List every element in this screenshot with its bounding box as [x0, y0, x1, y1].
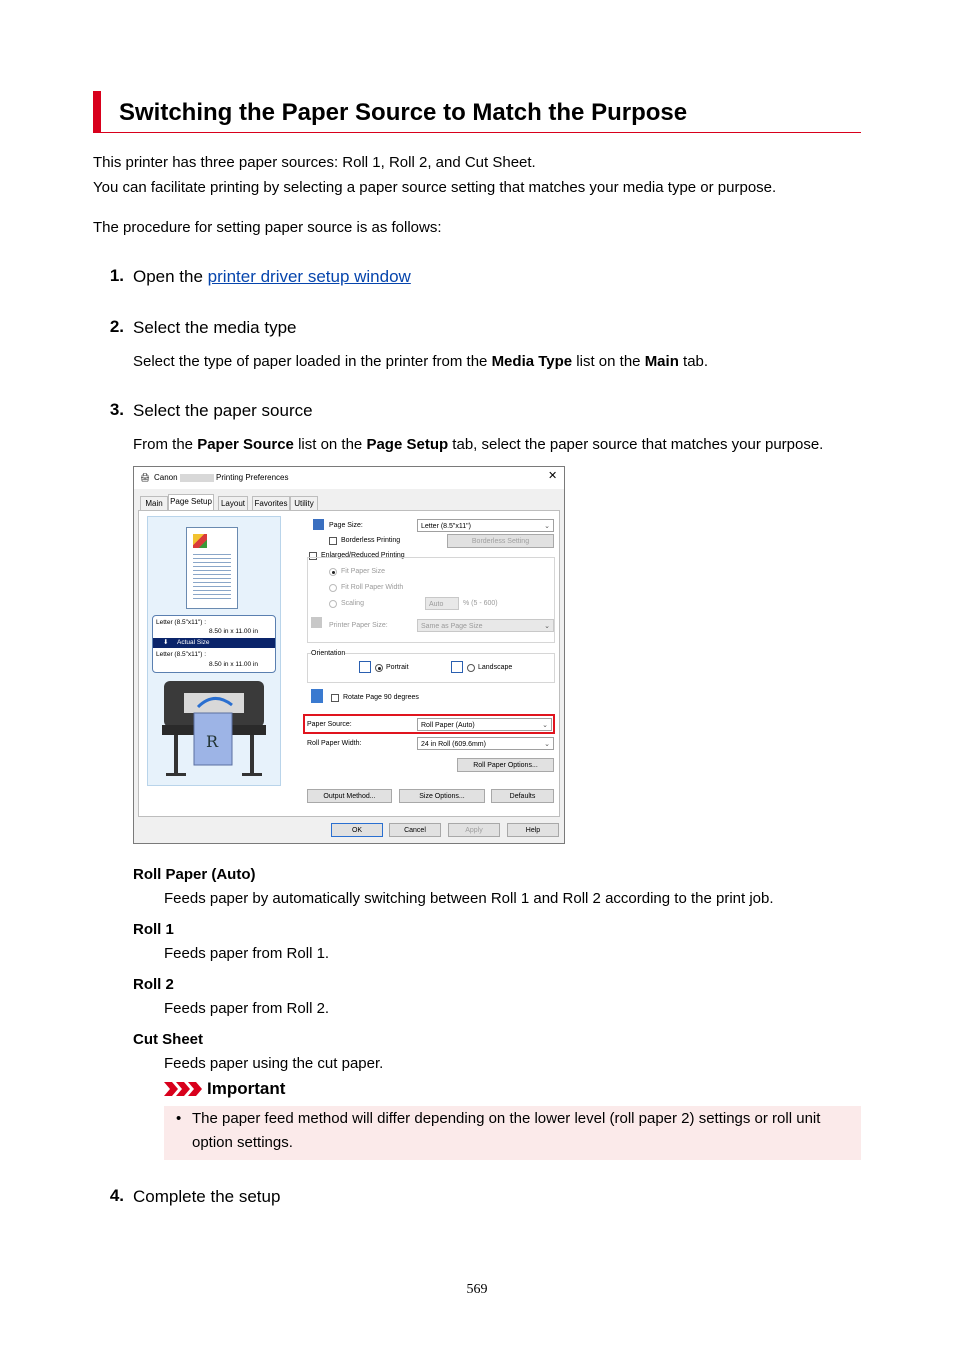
step-3-detail: [133, 435, 823, 455]
option-desc-cut-sheet: Feeds paper using the cut paper.: [164, 1055, 384, 1072]
chevron-down-icon: ⌄: [542, 722, 548, 729]
option-term-cut-sheet: Cut Sheet: [133, 1031, 204, 1048]
step-3-number: 3.: [109, 400, 124, 419]
fit-roll-radio[interactable]: [329, 584, 337, 592]
printer-icon: 🖨: [140, 473, 151, 482]
tab-layout[interactable]: Layout: [218, 496, 248, 510]
step-2-detail-d: tab.: [678, 353, 709, 370]
enlarged-label: Enlarged/Reduced Printing: [321, 552, 405, 559]
printer-paper-value: Same as Page Size: [421, 623, 483, 630]
down-arrow-icon: ⬇: [163, 639, 169, 646]
roll-width-label: Roll Paper Width:: [307, 740, 362, 747]
info-line-4: 8.50 in x 11.00 in: [209, 661, 259, 668]
page-number: 569: [466, 1282, 488, 1297]
fit-paper-radio[interactable]: [329, 568, 337, 576]
step-2-detail-c: list on the: [572, 353, 645, 370]
info-line-2: 8.50 in x 11.00 in: [209, 628, 259, 635]
step-3-detail-d: tab, select the paper source that matches your purpose.: [448, 436, 824, 453]
step-3-detail-paper-source: Paper Source: [197, 436, 294, 453]
option-term-roll-2: Roll 2: [133, 976, 174, 993]
tab-main[interactable]: Main: [140, 496, 168, 510]
landscape-radio[interactable]: [467, 664, 475, 672]
scaling-range: % (5 - 600): [463, 600, 498, 607]
scaling-label: Scaling: [341, 600, 364, 607]
tab-page-setup[interactable]: Page Setup: [168, 494, 214, 511]
step-3-detail-page-setup: Page Setup: [366, 436, 449, 453]
paper-source-value: Roll Paper (Auto): [421, 722, 475, 729]
option-term-roll-auto: Roll Paper (Auto): [133, 866, 256, 883]
apply-button[interactable]: Apply: [448, 823, 500, 837]
orientation-label: Orientation: [311, 650, 346, 657]
step-2-number: 2.: [109, 317, 124, 336]
printer-paper-icon: [311, 617, 322, 628]
dialog-title-left: Canon: [154, 473, 178, 482]
chevron-down-icon: ⌄: [544, 523, 550, 530]
step-1-number: 1.: [109, 266, 124, 285]
printer-driver-setup-link[interactable]: printer driver setup window: [207, 267, 411, 286]
help-button[interactable]: Help: [507, 823, 559, 837]
intro-line-2: You can facilitate printing by selecting a paper source setting that matches your media type or purpose.: [93, 179, 777, 196]
roll-width-value: 24 in Roll (609.6mm): [421, 741, 486, 748]
printing-preferences-dialog: [133, 466, 565, 844]
defaults-button[interactable]: Defaults: [491, 789, 554, 803]
paper-source-select[interactable]: [417, 718, 552, 731]
size-options-button[interactable]: Size Options...: [399, 789, 485, 803]
fit-paper-label: Fit Paper Size: [341, 568, 385, 575]
landscape-icon: [451, 661, 463, 673]
page-setup-panel: [138, 510, 560, 817]
step-3-text: Select the paper source: [133, 401, 313, 420]
step-3-detail-c: list on the: [293, 436, 367, 453]
option-desc-roll-1: Feeds paper from Roll 1.: [164, 945, 330, 962]
option-desc-roll-auto: Feeds paper by automatically switching between Roll 1 and Roll 2 according to the print job.: [164, 890, 774, 907]
info-line-1: Letter (8.5"x11") :: [156, 619, 207, 626]
preview-pane: [147, 516, 281, 786]
chevron-down-icon: ⌄: [544, 741, 550, 748]
chevron-down-icon: ⌄: [544, 623, 550, 630]
option-desc-roll-2: Feeds paper from Roll 2.: [164, 1000, 330, 1017]
redacted-model-name: [180, 474, 214, 482]
important-bullet: •: [176, 1110, 182, 1127]
dialog-titlebar: [134, 467, 564, 489]
landscape-label: Landscape: [478, 664, 513, 671]
portrait-label: Portrait: [386, 664, 409, 671]
scaling-radio[interactable]: [329, 600, 337, 608]
tab-favorites[interactable]: Favorites: [252, 496, 290, 510]
borderless-label: Borderless Printing: [341, 537, 401, 544]
printer-illustration: [154, 677, 276, 783]
step-2-detail-media-type: Media Type: [491, 353, 573, 370]
portrait-icon: [359, 661, 371, 673]
page-preview: [186, 527, 238, 609]
step-1-text: [133, 266, 411, 288]
important-text-line-2: option settings.: [192, 1134, 293, 1151]
step-4-number: 4.: [109, 1186, 124, 1205]
rotate-label: Rotate Page 90 degrees: [343, 694, 419, 701]
step-3-detail-a: From the: [133, 436, 198, 453]
paper-size-info: [152, 615, 276, 673]
step-2-detail-a: Select the type of paper loaded in the printer from the: [133, 353, 492, 370]
svg-text:R: R: [206, 732, 219, 751]
cancel-button[interactable]: Cancel: [389, 823, 441, 837]
page-size-icon: [313, 519, 324, 530]
preview-text-lines: [193, 554, 231, 602]
rotate-checkbox[interactable]: [331, 694, 339, 702]
intro-line-1: This printer has three paper sources: Roll 1, Roll 2, and Cut Sheet.: [93, 154, 536, 171]
actual-size-bar: [153, 638, 275, 648]
page-title: Switching the Paper Source to Match the Purpose: [119, 99, 688, 126]
printer-paper-label: Printer Paper Size:: [329, 622, 388, 629]
ok-button[interactable]: OK: [331, 823, 383, 837]
roll-paper-options-button[interactable]: Roll Paper Options...: [457, 758, 554, 772]
step-1-label: Open the: [133, 267, 208, 286]
output-method-button[interactable]: Output Method...: [307, 789, 392, 803]
portrait-radio[interactable]: [375, 664, 383, 672]
actual-size-label: Actual Size: [177, 639, 210, 646]
close-icon[interactable]: ✕: [548, 470, 558, 482]
tab-utility[interactable]: Utility: [290, 496, 318, 510]
rotate-icon: [311, 689, 323, 703]
paper-source-label: Paper Source:: [307, 721, 352, 728]
intro-line-3: The procedure for setting paper source is as follows:: [93, 219, 442, 236]
scaling-input[interactable]: Auto: [425, 597, 459, 610]
dialog-title-right: Printing Preferences: [216, 473, 289, 482]
page-size-select[interactable]: [417, 519, 554, 532]
page-size-value: Letter (8.5"x11"): [421, 523, 471, 530]
step-2-detail: [133, 352, 708, 372]
important-text-line-1: The paper feed method will differ depending on the lower level (roll paper 2) settings or roll unit: [192, 1110, 821, 1127]
heading-accent-bar: [93, 91, 101, 133]
option-term-roll-1: Roll 1: [133, 921, 174, 938]
info-line-3: Letter (8.5"x11") :: [156, 651, 207, 658]
step-2-detail-main: Main: [644, 353, 679, 370]
step-2-text: Select the media type: [133, 318, 297, 337]
roll-width-select[interactable]: [417, 737, 554, 750]
printer-paper-select[interactable]: [417, 619, 554, 632]
heading-underline: [93, 132, 861, 133]
borderless-setting-button[interactable]: Borderless Setting: [447, 534, 554, 548]
page-size-label: Page Size:: [329, 522, 363, 529]
important-chevrons-icon: [164, 1080, 204, 1098]
important-label: Important: [207, 1079, 286, 1098]
step-4-text: Complete the setup: [133, 1187, 281, 1206]
preview-image-icon: [193, 534, 207, 548]
borderless-checkbox[interactable]: [329, 537, 337, 545]
fit-roll-label: Fit Roll Paper Width: [341, 584, 404, 591]
